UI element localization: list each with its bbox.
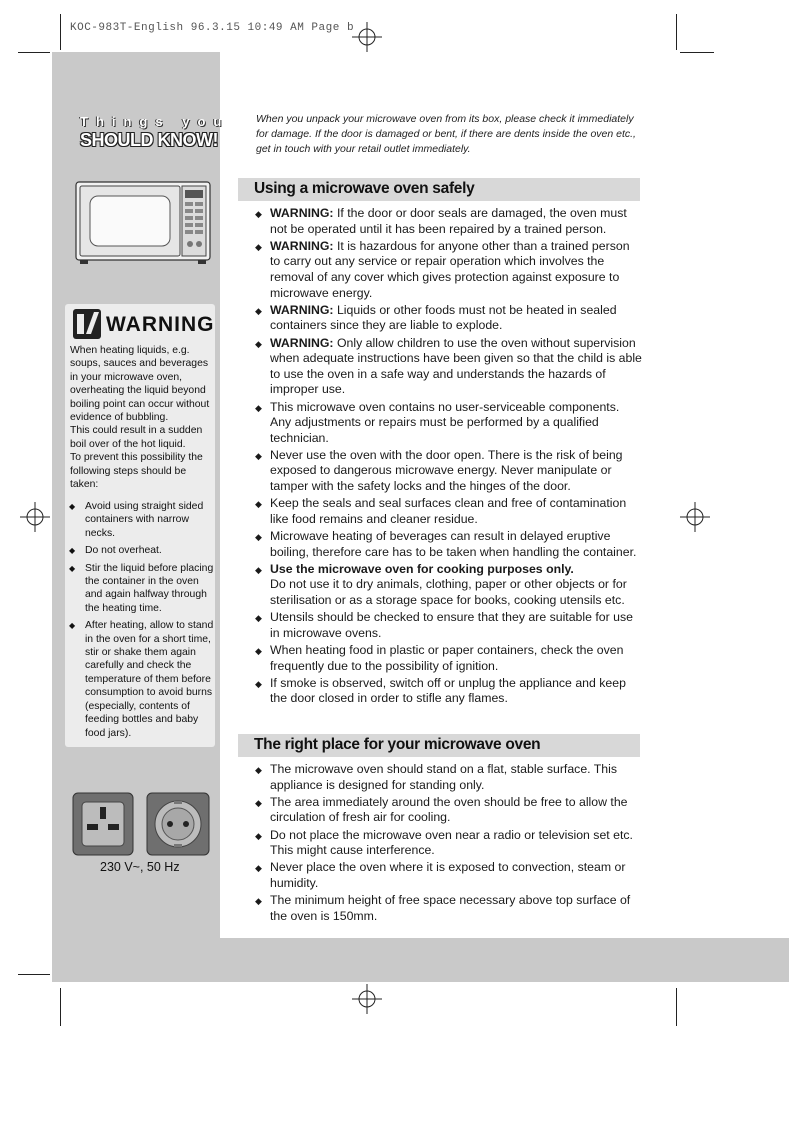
intro-text: When you unpack your microwave oven from its box, please check it immediately for damage. If the door is damaged or bent, if there are dents inside the oven etc., get in touch with your retail outlet immediately. — [256, 113, 636, 155]
item-text: Microwave heating of beverages can result in delayed eruptive boiling, therefore care has to be taken when handling the container. — [270, 529, 637, 559]
list-item: ◆ The minimum height of free space necessary above top surface of the oven is 150mm. — [254, 893, 642, 924]
sidebar-heading-large: SHOULD KNOW! — [80, 130, 218, 150]
warning-title: WARNING — [106, 313, 215, 336]
list-item — [254, 496, 642, 527]
bottom-band — [52, 938, 789, 982]
warning-hand-icon — [72, 308, 102, 340]
list-item — [254, 448, 642, 495]
list-item — [254, 562, 642, 578]
list-item — [254, 239, 642, 301]
warning-text — [70, 344, 214, 491]
item-text: Keep the seals and seal surfaces clean and free of contamination like food remains and cleaner residue. — [270, 496, 627, 526]
item-lead: WARNING: — [270, 238, 334, 253]
list-item: ◆ Do not place the microwave oven near a radio or television set etc. This might cause interference. — [254, 828, 642, 859]
item-text: Only allow children to use the oven without supervision when adequate instructions have been given so that the child is able to use the oven in a safe way and understands the hazards of improper use. — [270, 335, 642, 397]
item-text: When heating food in plastic or paper containers, check the oven frequently due to the possibility of ignition. — [270, 642, 624, 673]
list-item — [254, 529, 642, 560]
item-text: If the door or door seals are damaged, the oven must not be operated until it has been repaired by a trained person. — [270, 206, 627, 236]
socket-illustrations — [72, 792, 212, 858]
warning-step: ◆ Do not overheat. — [68, 544, 214, 557]
item-text: Utensils should be checked to ensure that they are suitable for use in microwave ovens. — [270, 610, 633, 640]
item-text: Liquids or other foods must not be heated in sealed containers since they are liable to explode. — [270, 302, 617, 333]
warning-step: ◆ Stir the liquid before placing the container in the oven and again halfway through the heating time. — [68, 562, 214, 616]
list-item — [254, 610, 642, 641]
warning-paragraph-1: When heating liquids, e.g. soups, sauces and beverages in your microwave oven, overheating the liquid beyond boiling point can occur without evidence of bubbling. — [70, 345, 210, 424]
list-item — [254, 676, 642, 707]
registration-mark-left — [20, 502, 50, 532]
warning-steps — [68, 500, 214, 744]
registration-mark-top — [352, 22, 382, 52]
print-slug: KOC-983T-English 96.3.15 10:49 AM Page b — [70, 22, 355, 34]
section-title-placement: The right place for your microwave oven — [254, 736, 541, 753]
list-item — [254, 400, 642, 447]
item-lead: WARNING: — [270, 302, 334, 317]
item-text: It is hazardous for anyone other than a trained person to carry out any service or repair operation which involves the removal of any cover which gives protection against exposure to microwave energy. — [270, 238, 630, 300]
item-lead: WARNING: — [270, 335, 334, 350]
list-item: ◆ The microwave oven should stand on a flat, stable surface. This appliance is designed for standing only. — [254, 762, 642, 793]
placement-list — [254, 762, 642, 926]
safe-use-list — [254, 206, 642, 709]
warning-paragraph-2: This could result in a sudden boil over of the hot liquid. — [70, 425, 203, 450]
uk-socket-icon — [73, 793, 133, 855]
list-item — [254, 303, 642, 334]
list-item — [254, 206, 642, 237]
warning-paragraph-3: To prevent this possibility the following steps should be taken: — [70, 452, 203, 491]
warning-step: ◆ Avoid using straight sided containers with narrow necks. — [68, 500, 214, 540]
microwave-oven-icon — [74, 178, 214, 268]
item-text: Never use the oven with the door open. There is the risk of being exposed to dangerous microwave energy. Never manipulate or tamper with the safety locks and the hinges of the door. — [270, 447, 623, 494]
registration-mark-right — [680, 502, 710, 532]
list-item: ◆ The area immediately around the oven should be free to allow the circulation of fresh air for cooling. — [254, 795, 642, 826]
section-title-safe-use: Using a microwave oven safely — [254, 180, 475, 197]
voltage-label: 230 V~, 50 Hz — [100, 860, 180, 874]
registration-mark-bottom — [352, 984, 382, 1014]
list-item — [254, 643, 642, 674]
list-item — [254, 577, 642, 608]
list-item — [254, 336, 642, 398]
item-lead: WARNING: — [270, 206, 334, 220]
item-text: Do not use it to dry animals, clothing, paper or other objects or for sterilisation or as a storage space for books, cooking utensils etc. — [270, 577, 627, 607]
item-lead: Use the microwave oven for cooking purposes only. — [270, 561, 574, 576]
list-item: ◆ Never place the oven where it is exposed to convection, steam or humidity. — [254, 860, 642, 891]
item-text: This microwave oven contains no user-serviceable components. Any adjustments or repairs must be performed by a qualified technician. — [270, 399, 620, 445]
item-text: If smoke is observed, switch off or unplug the appliance and keep the door closed in order to stifle any flames. — [270, 675, 626, 706]
schuko-socket-icon — [147, 793, 209, 855]
sidebar-heading-small: Things you — [80, 114, 230, 129]
warning-step: ◆ After heating, allow to stand in the oven for a short time, stir or shake them again carefully and check the temperature of them before consumption to avoid burns (especially, contents of feeding bottles and baby food jars). — [68, 619, 214, 740]
